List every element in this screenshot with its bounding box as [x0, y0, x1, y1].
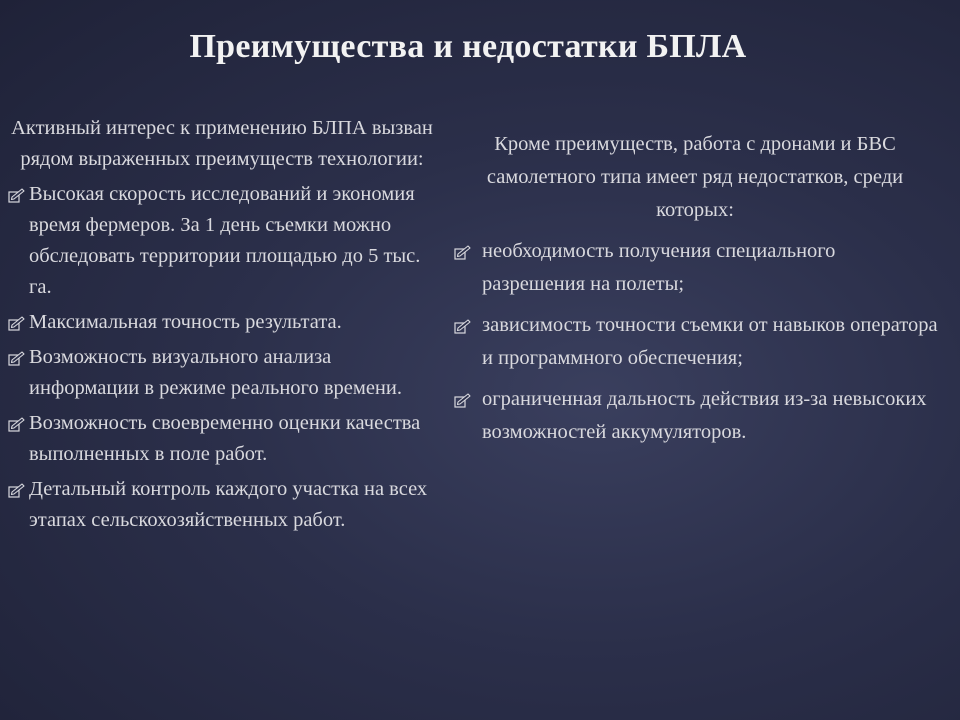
- list-item: [8, 179, 436, 303]
- list-item: [452, 235, 938, 301]
- list-item-text: Детальный контроль каждого участка на всех этапах сельскохозяйственных работ.: [29, 478, 428, 531]
- list-item-text: ограниченная дальность действия из-за невысоких возможностей аккумуляторов.: [482, 388, 927, 443]
- list-item-text: зависимость точности съемки от навыков оператора и программного обеспечения;: [482, 314, 938, 369]
- list-item-text: Высокая скорость исследований и экономия время фермеров. За 1 день съемки можно обследовать территории площадью до 5 тыс. га.: [29, 183, 421, 298]
- list-item: [452, 309, 938, 375]
- list-item-text: необходимость получения специального разрешения на полеты;: [482, 240, 836, 295]
- checkbox-pencil-icon: [8, 417, 25, 432]
- slide-title: Преимущества и недостатки БПЛА: [189, 28, 747, 65]
- list-item: [452, 383, 938, 449]
- list-item-text: Максимальная точность результата.: [29, 311, 342, 333]
- checkbox-pencil-icon: [454, 319, 471, 334]
- list-item-text: Возможность своевременно оценки качества выполненных в поле работ.: [29, 412, 421, 465]
- checkbox-pencil-icon: [8, 188, 25, 203]
- list-item: [8, 474, 436, 536]
- disadvantages-list: [452, 235, 938, 449]
- advantages-column: [8, 113, 436, 536]
- checkbox-pencil-icon: [8, 316, 25, 331]
- checkbox-pencil-icon: [454, 245, 471, 260]
- list-item: [8, 342, 436, 404]
- list-item: [8, 307, 436, 338]
- disadvantages-column: [452, 128, 938, 449]
- list-item-text: Возможность визуального анализа информации в режиме реального времени.: [29, 346, 402, 399]
- disadvantages-intro: Кроме преимуществ, работа с дронами и БВС самолетного типа имеет ряд недостатков, среди которых:: [486, 133, 904, 221]
- checkbox-pencil-icon: [454, 393, 471, 408]
- advantages-intro: Активный интерес к применению БЛПА вызван рядом выраженных преимуществ технологии:: [11, 117, 433, 170]
- list-item: [8, 408, 436, 470]
- advantages-list: [8, 179, 436, 536]
- checkbox-pencil-icon: [8, 351, 25, 366]
- checkbox-pencil-icon: [8, 483, 25, 498]
